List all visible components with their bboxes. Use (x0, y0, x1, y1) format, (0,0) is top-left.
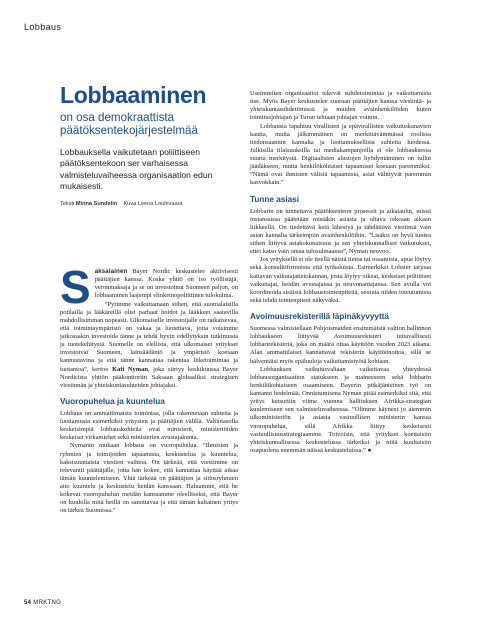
article-title: Lobbaaminen (60, 82, 207, 108)
intro-paragraph (60, 261, 238, 313)
body-paragraph: Lobbausta tapahtuu virallisten ja epävirallisten vaikutuskanavien kautta, mutta jälkimmäinen on merkittävämmässä roolissa tiedonsaannin kannalta ja luottamuksellisia suhteita luodessa. Julkisilla tilaisuuksilla tai mediakampanjoilla ei ole lobbauksessa suurta merkitystä. Digitaalisten alustojen hyödyntäminen on tullut jäädäkseen, mutta henkilökohtaiset tapaamiset koetaan paremmiksi. ”Nämä ovat ihmisten välisiä tapaamisia, asiat välittyvät paremmin kasvokkain.” (250, 122, 431, 187)
article-header (60, 83, 240, 207)
body-paragraph: Lobbarin on tunnettava päätöksenteon prosessit ja aikataulut, missä instanssissa päätetään mistäkin asiasta ja oltava oikeaan aikaan liikkeellä. On tiedettävä ketä lähestyä ja tähdättävä viestinsä vain asian kannalta tärkeimpiin avainhenkilöihin. ”Lisäksi on hyvä tuntea siihen liittyvä asiakokonaisuus ja sen yhteiskunnalliset vaikutukset, ettei katso vain omaa tulosulmaansa”, Nyman neuvoo. (250, 207, 431, 256)
section-heading-registry: Avoimuusrekisterillä läpinäkyvyyttä (250, 312, 389, 321)
byline (60, 201, 240, 207)
page-footer (24, 600, 61, 606)
right-column (250, 90, 431, 455)
intro-text: Bayer Nordic keskustelee aktiivisesti päättäjien kanssa. Koska yhtiö on iso työllistäjä, veronmaksaja ja se on investoinut Suomeen paljon, on lobbaaminen laajempi elinkeinopoliittinen tulokulma. (94, 268, 238, 300)
quote-text-b: , joka siirtyy keskikuussa Bayer Nordicista yhtiön pääkonttoriin Saksaan globaaliksi strategisen viestinnän ja yhteiskuntasuhteiden johtajaksi. (60, 365, 239, 389)
body-paragraph: Suomessa valmistellaan Pohjoismaiden ensimmäistä valtion hallinnon lobbaukseen liittyvää Avoimuusrekisteri tuttavallisesti lobbarirekisteriä, joka on määrä ottaa käyttöön vuoden 2023 aikana. Alan ammattilaiset kannattavat rekisterin käyttöönottoa, sillä se hälventäisi myös epäluuloja vaikuttamistyötä kohtaan. (250, 325, 431, 365)
byline-text-label: Teksti (60, 201, 75, 208)
byline-text-author: Minna Sundelin (75, 201, 118, 208)
body-paragraph: Jos yrityksellä ei ole itsellä näistä tietoa tai osaamista, apua löytyy sekä konsulttifirmoista että työkaluista. Esimerkiksi Lobster tarjoaa kattavan vaikutajatietokannan, josta löytyy oikeat, keskeiset poliittiset vaikuttajat, heidän avustajansa ja neuvonantajansa. Sen avulla voi koordinoida sisäisiä lobbaustoimenpiteitä, seurata niiden toteutumista sekä tehdä toimenpiteet näkyväksi. (250, 256, 431, 304)
article-subtitle: on osa demokraattista päätöksentekojärjestelmää (60, 111, 198, 137)
body-paragraph: Nymanin mukaan lobbaus on vuoropuhelua. ”Ihmisten ja ryhmien ja toimijoiden tapaamista, keskustelua ja kuuntelua, kaksisuuntaista viestien vaihtoa. On tärkeää, että viestimme on relevantti päättäjälle, jotta hän kokee, että kannattaa käyttää aikaa tämän kuuntelemiseen. Yhtä tärkeää on päättäjien ja sidosryhmien aito kuuntelu ja keskustelu heidän kanssaan. Haluamme, että he kokevat vuoropuhelun meidän kanssamme oleelliseksi, että Bayer on kuulolla mitä heillä on sanottavaa ja että tämän kaltainen yritys on tärkeä Suomessa.” (60, 442, 238, 515)
byline-image-author: Leena Louhivaara (137, 201, 183, 208)
drop-cap: S (60, 261, 91, 313)
quote-text-a: ”Pyrimme vaikuttamaan siihen, että suomalaisilla potilailla ja lääkäreillä olisi parhaat hoidot ja lääkkeet saatavilla mahdollisimman nopeasti. Ulkomaiselle investoijalle on ratkaisevaa, että toimintaympäristö on vakaa ja luotettava, jotta voisimme jatkossakin investoida tänne ja tehdä hyvin edellytyksin tutkimusta ja tuotekehitystä. Suomelle on elellista, että ulkomaiset yritykset investoivat Suomeen, lainsäädäntö ja ympäristö koetaan kannustavina ja että tänne kannattaa rakentaa liiketoimintaa ja tuotantoa”, kertoo (60, 300, 238, 373)
section-label: Lobbaus (24, 22, 62, 32)
page-number: 54 (24, 600, 32, 606)
body-paragraph: Lobbaus on ammattimaista toimintaa, jolla rakennetaan suhteita ja luottamusta esimerkiksi yritysten ja päättäjien välillä. Valtiotasolla keskeisimpiä lobbauskohteita ovat ministerit, ministeriöiden keskeiset virkamiehet sekä ministerien avustajakunta. (60, 409, 238, 442)
quote-paragraph (60, 301, 238, 390)
intro-caps: aksalainen (94, 269, 128, 275)
body-paragraph: Useimmiten organisaatiot tekevät suhdetoimintaa ja vaikuttamista itse. Myös Bayer keskustelee suoraan päättäjien kanssa viestintä- ja yhteiskuntasuhdetiimissä ja muiden avainhenkilöiden kuten toimitusjohtajan ja Turun tehtaan johtajan voimin. (250, 90, 431, 122)
byline-image-label: Kuva (123, 201, 137, 208)
person-name: Kati Nyman (112, 365, 148, 373)
section-heading-know: Tunne asiasi (250, 194, 299, 204)
left-column (60, 261, 239, 516)
magazine-name: MRKTNG (33, 600, 62, 606)
section-heading-dialogue: Vuoropuhelua ja kuuntelua (60, 396, 165, 406)
article-lead: Lobbauksella vaikutetaan poliittiseen päätöksentekoon ser varhaisessa valmisteluvaiheessa organisaation edun mukaisesti. (60, 147, 213, 191)
body-paragraph: Lobbauksen vaikutusvaltaan vaikuttavaa yhteydessä lobbausorganisaation statukseen ja maineeseen sekä lobbarin henkilökohtaiseen osaamiseen. Bayerin pitkäjänteinen työ on kantanut hedelmää. Onnistumisena Nyman pitää esimerkiksi sitä, että yritys kutsuttiin viime vuonna hallituksen Afrikka-strategian kuulemiseen sen valmisteluvaiheessa. ”Olimme käyneet jo aiemmin ulkoministeriön ja asiasta vastuullisen ministerin kanssa vuoropuhelua, sillä Afrikka liittyy keskeisesti vastuullisuusstrategiaamme. Toivoisin, että yritykset koettaisiin yhteiskunnallisessa keskustelussa tärkeiksi ja niitä kuultaisiin osapuolena enemmän näissä keskusteluissa.” ● (250, 365, 431, 454)
